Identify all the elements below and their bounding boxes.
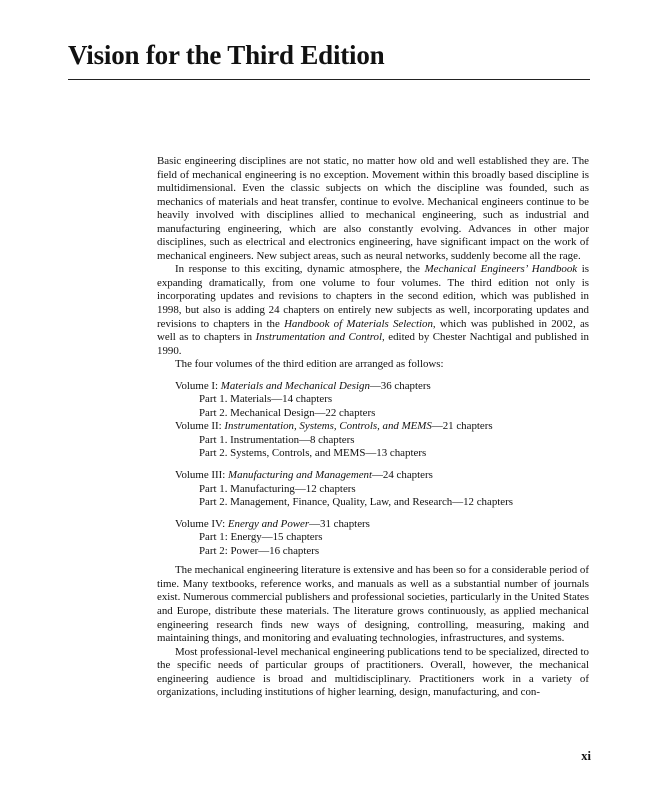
book-title: Instrumentation and Control, xyxy=(255,331,385,344)
volume-entry xyxy=(175,380,589,421)
volume-part: Part 1. Instrumentation—8 chapters xyxy=(199,433,355,446)
paragraph-expansion xyxy=(157,263,589,358)
volume-heading xyxy=(175,420,589,434)
page-number: xi xyxy=(581,749,591,763)
volume-part: Part 1: Energy—15 chapters xyxy=(199,531,323,544)
volume-entry xyxy=(175,518,589,559)
text-segment: is expanding dramatically, from one volume to four volumes. The third edition not only is incorporating updates and revisions to chapters in the second edition, which was published in 1998, but also is adding 24 chapters on entirely new subjects as well, incorporating updates and revisions to chapters in the xyxy=(157,263,589,330)
text-segment: In response to this exciting, dynamic atmosphere, the xyxy=(175,263,425,276)
book-title: Mechanical Engineers’ Handbook xyxy=(424,263,578,276)
volume-suffix: —36 chapters xyxy=(369,379,431,392)
volume-part: Part 2. Management, Finance, Quality, Law, and Research—12 chapters xyxy=(199,496,514,509)
text-segment: edited by Chester Nachtigal and published in 1990. xyxy=(157,331,589,357)
volume-name: Energy and Power xyxy=(227,517,310,530)
volume-heading xyxy=(175,518,589,532)
title-rule xyxy=(68,79,590,80)
volume-part: Part 2. Systems, Controls, and MEMS—13 chapters xyxy=(199,447,427,460)
volume-prefix: Volume II: xyxy=(175,420,225,433)
body-text xyxy=(157,155,589,700)
volume-entry xyxy=(175,420,589,461)
volume-name: Materials and Mechanical Design xyxy=(220,379,370,392)
volume-name: Manufacturing and Management xyxy=(228,469,373,482)
paragraph-arrangement: The four volumes of the third edition are arranged as follows: xyxy=(175,358,444,371)
volume-suffix: —24 chapters xyxy=(372,469,433,482)
volume-prefix: Volume I: xyxy=(175,379,221,392)
text-segment: which was published in 2002, as well as to chapters in xyxy=(157,317,590,344)
volume-suffix: —21 chapters xyxy=(431,420,493,433)
volume-part: Part 1. Manufacturing—12 chapters xyxy=(199,482,356,495)
page-title: Vision for the Third Edition xyxy=(68,40,385,70)
volume-part: Part 2. Mechanical Design—22 chapters xyxy=(199,406,376,419)
volume-part: Part 2: Power—16 chapters xyxy=(199,544,320,557)
volume-name: Instrumentation, Systems, Controls, and MEMS xyxy=(224,420,432,433)
paragraph-intro: Basic engineering disciplines are not static, no matter how old and well established they are. The field of mechanical engineering is no exception. Movement within this broadly based discipline is multidimensional. Even the classic subjects on which the discipline was founded, such as mechanics of materials and heat transfer, continue to evolve. Mechanical engineers continue to be heavily involved with disciplines allied to mechanical engineering, such as industrial and manufacturing engineering, which are also constantly evolving. Advances in other major disciplines, such as electrical and electronics engineering, have significant impact on the work of mechanical engineers. New subject areas, such as neural networks, suddenly become all the rage. xyxy=(157,155,589,262)
volume-part: Part 1. Materials—14 chapters xyxy=(199,393,333,406)
volume-list xyxy=(175,380,589,559)
volume-prefix: Volume III: xyxy=(175,469,229,482)
book-title: Handbook of Materials Selection, xyxy=(284,317,436,330)
volume-prefix: Volume IV: xyxy=(175,517,228,530)
paragraph-literature: The mechanical engineering literature is extensive and has been so for a considerable period of time. Many textbooks, reference works, and manuals as well as a substantial number of journals exist. Numerous commercial publishers and professional societies, particularly in the United States and Europe, distribute these materials. The literature grows continuously, as applied mechanical engineering research finds new ways of designing, controlling, measuring, making and maintaining things, and monitoring and evaluating technologies, infrastructures, and systems. xyxy=(157,564,589,645)
volume-entry xyxy=(175,469,589,510)
volume-heading xyxy=(175,380,589,394)
volume-suffix: —31 chapters xyxy=(309,517,370,530)
volume-heading xyxy=(175,469,589,483)
paragraph-audience: Most professional-level mechanical engineering publications tend to be specialized, directed to the specific needs of particular groups of practitioners. Overall, however, the mechanical engineering audience is broad and multidisciplinary. Practitioners work in a variety of organizations, including institutions of higher learning, design, manufacturing, and con- xyxy=(157,645,590,699)
